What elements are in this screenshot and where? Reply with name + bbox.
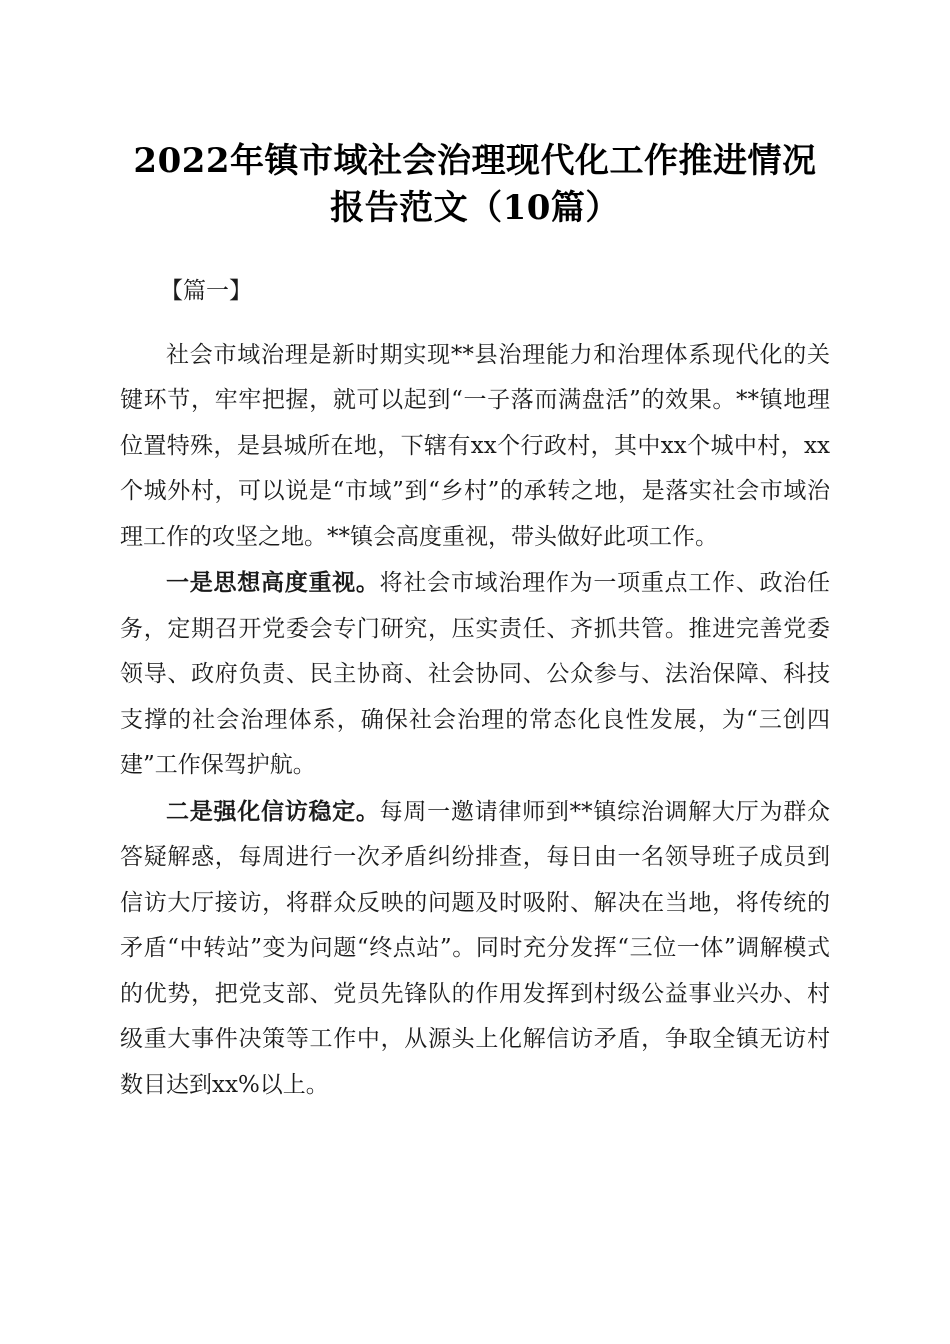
paragraph-thought (120, 560, 830, 789)
paragraph-intro (120, 333, 830, 561)
paragraph-lead: 二是强化信访稳定。 (166, 797, 380, 825)
title-line-1: 2022年镇市域社会治理现代化工作推进情况 (133, 141, 817, 181)
paragraph-lead: 一是思想高度重视。 (166, 569, 380, 596)
paragraph-text: 每周一邀请律师到**镇综治调解大厅为群众答疑解惑，每周进行一次矛盾纠纷排查，每日由一名领导班子成员到信访大厅接访，将群众反映的问题及时吸附、解决在当地，将传统的矛盾“中转站”变为问题“终点站”。同时充分发挥“三位一体”调解模式的优势，把党支部、党员先锋队的作用发挥到村级公益事业兴办、村级重大事件决策等工作中，从源头上化解信访矛盾，争取全镇无访村数目达到xx%以上。 (120, 798, 831, 1098)
paragraph-petition (120, 789, 830, 1109)
title-line-2: 报告范文（10篇） (330, 188, 620, 228)
section-label: 【篇一】 (160, 278, 252, 304)
paragraph-text: 将社会市域治理作为一项重点工作、政治任务，定期召开党委会专门研究，压实责任、齐抓共管。推进完善党委领导、政府负责、民主协商、社会协同、公众参与、法治保障、科技支撑的社会治理体系，确保社会治理的常态化良性发展，为“三创四建”工作保驾护航。 (120, 570, 831, 778)
paragraph-text: 社会市域治理是新时期实现**县治理能力和治理体系现代化的关键环节，牢牢把握，就可以起到“一子落而满盘活”的效果。**镇地理位置特殊，是县城所在地，下辖有xx个行政村，其中xx个城中村，xx个城外村，可以说是“市域”到“乡村”的承转之地，是落实社会市域治理工作的攻坚之地。**镇会高度重视，带头做好此项工作。 (120, 341, 830, 550)
document-body (120, 278, 831, 1108)
document-title (100, 138, 850, 232)
